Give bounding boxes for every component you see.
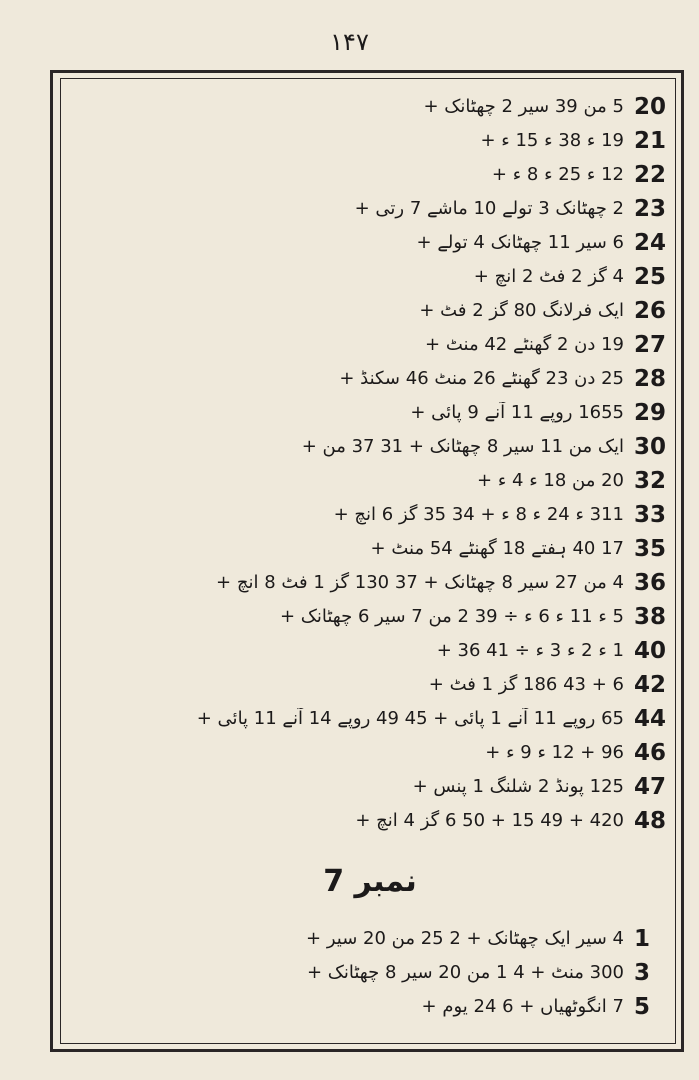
exercise-number: 29 xyxy=(634,400,667,426)
exercise-number: 46 xyxy=(634,740,667,766)
exercise-number: 27 xyxy=(634,332,667,358)
exercise-answer: 19 ء 38 ء 15 ء + xyxy=(480,130,624,151)
exercise-answer: 20 من 18 ء 4 ء + xyxy=(477,470,624,491)
exercise-answer: 65 روپے 11 آنے 1 پائی + 45 49 روپے 14 آنے 11 پائی + xyxy=(196,708,624,729)
exercise-row xyxy=(70,536,670,570)
exercise-row xyxy=(70,706,670,740)
exercise-answer: 17 40 ہفتے 18 گھنٹے 54 منٹ + xyxy=(370,538,624,559)
exercise-row xyxy=(70,638,670,672)
exercise-number: 40 xyxy=(634,638,667,664)
exercise-answer: 7 انگوٹھیاں + 6 24 یوم + xyxy=(421,996,624,1017)
exercise-row xyxy=(70,740,670,774)
exercise-number: 32 xyxy=(634,468,667,494)
exercise-row xyxy=(70,128,670,162)
exercise-number: 21 xyxy=(634,128,667,154)
page-number: ۱۴۷ xyxy=(330,28,369,56)
exercise-number: 42 xyxy=(634,672,667,698)
exercise-answer: 311 ء 24 ء 8 ء + 34 35 گز 6 انچ + xyxy=(333,504,624,525)
exercise-answer: 4 من 27 سیر 8 چھٹانک + 37 130 گز 1 فٹ 8 انچ + xyxy=(216,572,624,593)
exercise-number: 20 xyxy=(634,94,667,120)
exercise-number: 24 xyxy=(634,230,667,256)
exercise-row xyxy=(70,434,670,468)
exercise-row xyxy=(70,604,670,638)
exercise-number: 5 xyxy=(634,994,651,1020)
exercise-row xyxy=(70,298,670,332)
exercise-number: 35 xyxy=(634,536,667,562)
exercise-row xyxy=(70,400,670,434)
exercise-number: 36 xyxy=(634,570,667,596)
exercise-row xyxy=(70,468,670,502)
exercise-answer: ایک من 11 سیر 8 چھٹانک + 31 37 من + xyxy=(301,436,624,457)
exercise-row xyxy=(70,230,670,264)
exercise-answer: 1 ء 2 ء 3 ء ÷ 41 36 + xyxy=(436,640,624,661)
exercise-answer: 6 سیر 11 چھٹانک 4 تولے + xyxy=(416,232,624,253)
exercise-row xyxy=(70,502,670,536)
exercise-number: 48 xyxy=(634,808,667,834)
exercise-answer: 4 گز 2 فٹ 2 انچ + xyxy=(473,266,624,287)
exercise-answer: 300 منٹ + 4 1 من 20 سیر 8 چھٹانک + xyxy=(306,962,624,983)
exercise-number: 3 xyxy=(634,960,651,986)
exercise-answer: ایک فرلانگ 80 گز 2 فٹ + xyxy=(419,300,624,321)
exercise-row xyxy=(70,332,670,366)
exercise-row xyxy=(70,774,670,808)
exercise-row xyxy=(70,264,670,298)
exercise-answer: 4 سیر ایک چھٹانک + 2 25 من 20 سیر + xyxy=(306,928,624,949)
exercise-row xyxy=(70,162,670,196)
exercise-row xyxy=(70,672,670,706)
exercise-answer: 420 + 49 15 + 50 6 گز 4 انچ + xyxy=(355,810,624,831)
exercise-answer: 5 من 39 سیر 2 چھٹانک + xyxy=(423,96,624,117)
exercise-answer: 5 ء 11 ء 6 ء ÷ 39 2 من 7 سیر 6 چھٹانک + xyxy=(279,606,624,627)
exercise-answer: 6 + 43 186 گز 1 فٹ + xyxy=(428,674,624,695)
section-heading: نمبر 7 xyxy=(323,864,417,899)
exercise-answer: 2 چھٹانک 3 تولے 10 ماشے 7 رتی + xyxy=(354,198,624,219)
exercise-answer: 25 دن 23 گھنٹے 26 منٹ 46 سکنڈ + xyxy=(339,368,624,389)
exercise-number: 44 xyxy=(634,706,667,732)
exercise-number: 23 xyxy=(634,196,667,222)
exercise-answer: 96 + 12 ء 9 ء + xyxy=(485,742,624,763)
exercise-row xyxy=(70,960,670,994)
exercise-row xyxy=(70,808,670,842)
page-content xyxy=(70,86,670,1036)
exercise-number: 28 xyxy=(634,366,667,392)
exercise-answer: 19 دن 2 گھنٹے 42 منٹ + xyxy=(425,334,624,355)
exercise-row xyxy=(70,366,670,400)
exercise-answer: 125 پونڈ 2 شلنگ 1 پنس + xyxy=(412,776,624,797)
exercise-number: 38 xyxy=(634,604,667,630)
exercise-row xyxy=(70,196,670,230)
exercise-number: 30 xyxy=(634,434,667,460)
exercise-number: 25 xyxy=(634,264,667,290)
exercise-answer: 1655 روپے 11 آنے 9 پائی + xyxy=(410,402,624,423)
exercise-number: 33 xyxy=(634,502,667,528)
exercise-row xyxy=(70,94,670,128)
exercise-row xyxy=(70,994,670,1028)
exercise-number: 1 xyxy=(634,926,651,952)
exercise-number: 22 xyxy=(634,162,667,188)
exercise-row xyxy=(70,926,670,960)
exercise-number: 47 xyxy=(634,774,667,800)
exercise-answer: 12 ء 25 ء 8 ء + xyxy=(491,164,624,185)
exercise-row xyxy=(70,570,670,604)
exercise-number: 26 xyxy=(634,298,667,324)
